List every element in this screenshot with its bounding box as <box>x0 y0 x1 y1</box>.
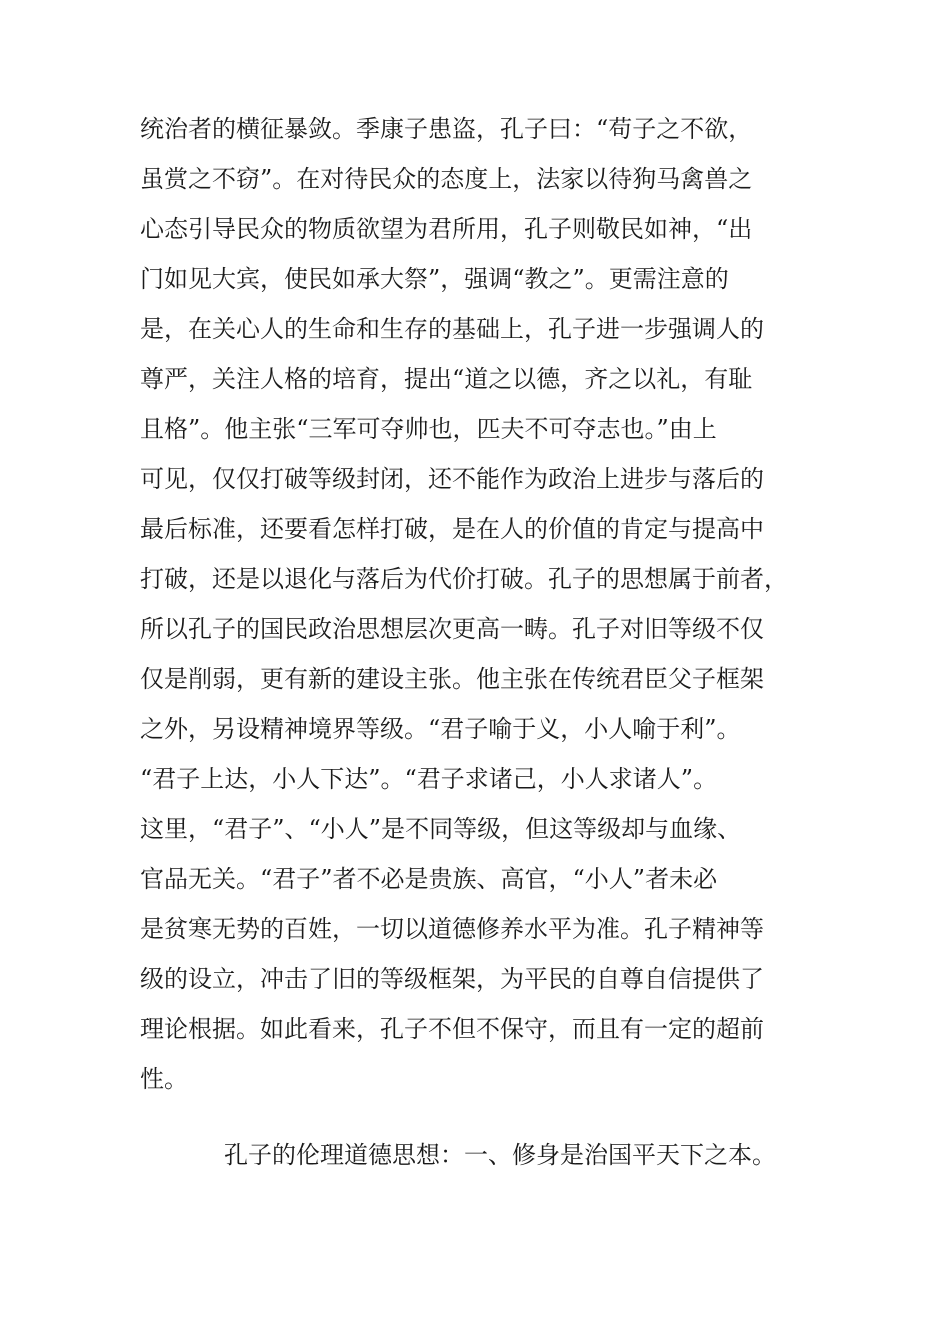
text-line: 心态引导民众的物质欲望为君所用，孔子则敬民如神，“出 <box>140 215 753 243</box>
text-line: “君子上达，小人下达”。“君子求诸己，小人求诸人”。 <box>140 765 718 793</box>
text-line: 统治者的横征暴敛。季康子患盗，孔子曰：“苟子之不欲， <box>140 115 753 143</box>
text-line: 打破，还是以退化与落后为代价打破。孔子的思想属于前者， <box>140 565 788 593</box>
text-line: 可见，仅仅打破等级封闭，还不能作为政治上进步与落后的 <box>140 465 764 493</box>
text-line: 仅是削弱，更有新的建设主张。他主张在传统君臣父子框架 <box>140 665 764 693</box>
text-line: 且格”。他主张“三军可夺帅也，匹夫不可夺志也。”由上 <box>140 415 717 443</box>
text-line: 性。 <box>140 1065 188 1093</box>
text-line: 是贫寒无势的百姓，一切以道德修养水平为准。孔子精神等 <box>140 915 764 943</box>
text-line: 理论根据。如此看来，孔子不但不保守，而且有一定的超前 <box>140 1015 764 1043</box>
section-heading: 孔子的伦理道德思想：一、修身是治国平天下之本。 <box>224 1141 776 1169</box>
text-line: 所以孔子的国民政治思想层次更高一畴。孔子对旧等级不仅 <box>140 615 764 643</box>
text-line: 官品无关。“君子”者不必是贵族、高官，“小人”者未必 <box>140 865 718 893</box>
text-line: 之外，另设精神境界等级。“君子喻于义，小人喻于利”。 <box>140 715 741 743</box>
text-line: 门如见大宾，使民如承大祭”，强调“教之”。更需注意的 <box>140 265 729 293</box>
text-line: 虽赏之不窃”。在对待民众的态度上，法家以待狗马禽兽之 <box>140 165 753 193</box>
text-line: 尊严，关注人格的培育，提出“道之以德，齐之以礼，有耻 <box>140 365 753 393</box>
text-line: 这里，“君子”、“小人”是不同等级，但这等级却与血缘、 <box>140 815 742 843</box>
text-line: 最后标准，还要看怎样打破，是在人的价值的肯定与提高中 <box>140 515 764 543</box>
text-line: 级的设立，冲击了旧的等级框架，为平民的自尊自信提供了 <box>140 965 764 993</box>
text-line: 是，在关心人的生命和生存的基础上，孔子进一步强调人的 <box>140 315 764 343</box>
body-paragraph <box>140 104 840 1104</box>
